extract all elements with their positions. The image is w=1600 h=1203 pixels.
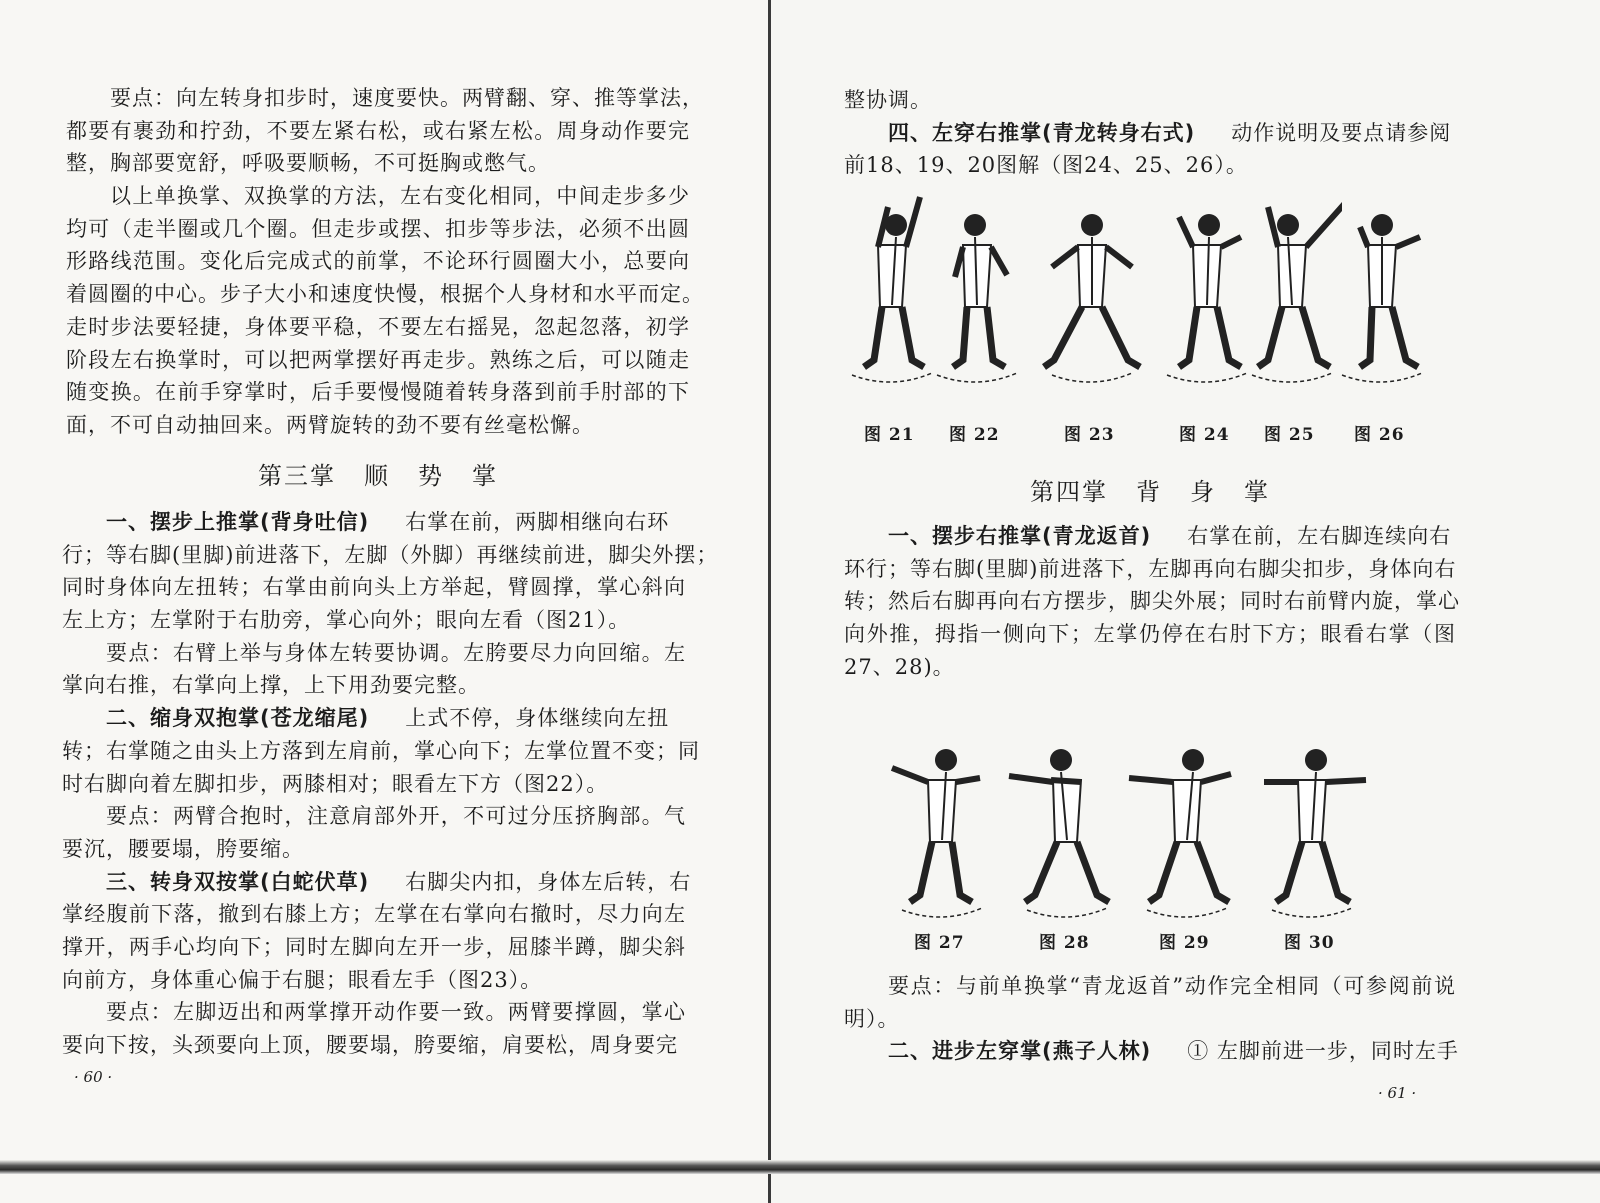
figure-stroke [1149,842,1229,902]
subsection-title: 三、转身双按掌(白蛇伏草) [106,869,370,894]
right-text-middle [844,520,1460,683]
heading-word: 掌 [472,462,498,490]
text-line [62,571,686,604]
paragraph [66,82,704,180]
line-text: 右掌在前，左右脚连续向右 [1187,524,1452,548]
figure-illustration [1252,730,1372,920]
figure-stroke [1277,214,1299,236]
text-line [66,82,704,115]
text-line [62,866,692,899]
heading-word: 身 [1190,478,1216,506]
figures-27-30 [882,730,1442,955]
subsection-paragraph [844,117,1456,182]
figure-caption: 图 21 [864,425,915,445]
line-text: 着圆圈的中心。步子大小和速度快慢，根据个人身材和水平而定。 [66,282,704,307]
text-line [62,604,686,637]
subsection-paragraph [62,506,719,637]
figure-illustration [1127,730,1247,920]
left-text-bottom [62,506,719,1062]
line-text: 时右脚向着左脚扣步，两膝相对；眼看左下方（图22）。 [62,771,609,796]
line-text: 以上单换掌、双换掌的方法，左右变化相同，中间走步多少 [110,184,690,209]
figure-stroke [937,373,1017,382]
figure-stroke [1252,373,1332,382]
figure-stroke [864,307,924,367]
text-line [844,520,1456,553]
figure-stroke [1078,237,1106,307]
line-text: 向前方，身体重心偏于右腿；眼看左手（图23）。 [62,967,543,992]
text-line [844,970,1456,1003]
text-line [844,585,1460,618]
figure-caption: 图 24 [1179,425,1230,445]
text-line [66,344,690,377]
subsection-paragraph [844,520,1460,683]
paragraph [66,180,704,442]
line-text: 上式不停，身体继续向左扭 [405,706,670,731]
text-line [62,539,719,572]
line-text: 左上方；左掌附于右肋旁，掌心向外；眼向左看（图21）。 [62,608,631,633]
text-line [66,115,690,148]
subsection-title: 一、摆步上推掌(背身吐信) [106,510,370,534]
text-line [62,964,686,997]
figure-stroke [953,307,1005,367]
heading-word: 势 [418,462,444,490]
right-page [772,0,1600,1203]
figure-caption: 图 30 [1284,933,1335,953]
figure-stroke [964,214,986,236]
figure-stroke [1052,373,1132,382]
figure-stroke [1368,237,1396,307]
figure-stroke [1258,307,1330,367]
text-line [62,1029,686,1062]
text-line [62,768,686,801]
subsection-title: 二、缩身双抱掌(苍龙缩尾) [106,706,370,731]
line-text: 要点：与前单换掌“青龙返首”动作完全相同（可参阅前说 [888,974,1456,998]
line-text: 均可（走半圈或几个圈。但走步或摆、扣步等步法，必须不出圆 [66,216,690,241]
figure-caption: 图 29 [1159,933,1210,953]
line-text: 转；右掌随之由头上方落到左肩前，掌心向下；左掌位置不变；同 [62,738,700,763]
paragraph [62,800,686,865]
text-line [844,553,1456,586]
text-line [62,931,686,964]
figure-stroke [1342,373,1422,382]
line-text: 要点：左脚迈出和两掌撑开动作要一致。两臂要撑圆，掌心 [106,1000,686,1025]
line-text: 掌经腹前下落，撤到右膝上方；左掌在右掌向右撤时，尽力向左 [62,902,686,927]
text-line [66,376,690,409]
right-text-bottom [844,970,1459,1068]
figure-stroke [1173,772,1201,842]
line-text: 要向下按，头颈要向上顶，腰要塌，胯要缩，肩要松，周身要完 [62,1033,678,1057]
text-line [844,1035,1459,1068]
figure-stroke [1193,237,1221,307]
line-text: ① 左脚前进一步，同时左手 [1187,1039,1459,1064]
line-text: 撑开，两手心均向下；同时左脚向左开一步，屈膝半蹲，脚尖斜 [62,934,686,959]
line-text: 环行；等右脚(里脚)前进落下，左脚再向右脚尖扣步，身体向右 [844,556,1457,581]
text-line [62,833,686,866]
line-text: 要点：向左转身扣步时，速度要快。两臂翻、穿、推等掌法， [110,86,704,110]
text-line [844,1003,1456,1036]
figure-illustration [1332,195,1432,395]
line-text: 要点：两臂合抱时，注意肩部外开，不可过分压挤胸部。气 [106,804,686,829]
line-text: 要沉，腰要塌，胯要缩。 [62,836,304,861]
line-text: 走时步法要轻捷，身体要平稳，不要左右摇晃，忽起忽落，初学 [66,314,690,339]
section-heading-third-palm [66,444,690,508]
figure-stroke [1360,307,1418,367]
figure-stroke [1009,776,1081,782]
line-text: 阶段左右换掌时，可以把两掌摆好再走步。熟练之后，可以随走 [66,347,690,372]
text-line [66,409,690,442]
text-line [66,311,690,344]
heading-word: 背 [1136,478,1162,506]
line-text: 掌向右推，右掌向上撑，上下用劲要完整。 [62,673,480,698]
figure-stroke [902,908,982,917]
line-text: 右掌在前，两脚相继向右环 [405,510,670,534]
subsection-paragraph [62,702,700,800]
line-text: 面，不可自动抽回来。两臂旋转的劲不要有丝毫松懈。 [66,412,594,437]
text-line [66,180,690,213]
text-line [62,702,686,735]
line-text: 形路线范围。变化后完成式的前掌，不论环行圆圈大小，总要向 [66,249,690,274]
figure-stroke [1182,749,1204,771]
line-text: 行；等右脚(里脚)前进落下，左脚（外脚）再继续前进，脚尖外摆； [62,542,719,567]
left-page [0,0,770,1203]
text-line [844,651,1456,684]
figure-caption: 图 22 [949,425,1000,445]
text-line [62,506,686,539]
line-text: 前18、19、20图解（图24、25、26）。 [844,153,1248,178]
line-text: 向外推，拇指一侧向下；左掌仍停在右肘下方；眼看右掌（图 [844,622,1456,647]
figure-stroke [1298,772,1326,842]
text-line [66,213,690,246]
figure-stroke [1272,908,1352,917]
figure-stroke [1276,842,1350,902]
text-line [62,637,686,670]
heading-word: 掌 [1244,478,1270,506]
line-text: 动作说明及要点请参阅 [1231,120,1452,145]
text-line [844,149,1456,182]
line-text: 右脚尖内扣，身体左后转，右 [405,869,692,894]
figure-stroke [1081,214,1103,236]
figure-caption: 图 25 [1264,425,1315,445]
line-text: 转；然后右脚再向右方摆步，脚尖外展；同时右前臂内旋，掌心 [844,589,1460,614]
line-text: 同时身体向左扭转；右掌由前向头上方举起，臂圆撑，掌心斜向 [62,575,686,600]
figure-stroke [1305,749,1327,771]
scan-edge [0,1160,1600,1174]
figures-21-26 [832,195,1472,450]
figure-stroke [963,237,991,307]
figure-stroke [935,749,957,771]
heading-word: 第四掌 [1030,478,1108,506]
page-number: · 61 · [1378,1084,1417,1102]
right-text-top [844,84,1456,182]
figure-stroke [852,373,932,382]
page-number: · 60 · [74,1068,113,1086]
text-line [844,618,1456,651]
figure-stroke [1044,307,1140,367]
text-line [844,84,1456,117]
line-text: 整协调。 [844,88,932,112]
figure-stroke [1179,307,1241,367]
line-text: 要点：右臂上举与身体左转要协调。左胯要尽力向回缩。左 [106,640,686,665]
figure-stroke [1027,908,1107,917]
figure-stroke [1050,749,1072,771]
text-line [62,898,686,931]
figure-caption: 图 28 [1039,933,1090,953]
text-line [66,147,690,180]
figure-caption: 图 26 [1354,425,1405,445]
figure-stroke [910,842,972,902]
subsection-title: 四、左穿右推掌(青龙转身右式) [888,120,1196,145]
subsection-title: 一、摆步右推掌(青龙返首) [888,524,1152,548]
text-line [62,735,700,768]
left-text-top [66,82,704,442]
book-spine [768,0,771,1203]
figure-illustration [1042,195,1142,395]
figure-illustration [1007,730,1127,920]
figure-illustration [927,195,1027,395]
figure-stroke [878,237,906,307]
figure-stroke [1198,214,1220,236]
paragraph [62,637,686,702]
figure-stroke [1147,908,1227,917]
subsection-paragraph [844,1035,1459,1068]
figure-illustration [882,730,1002,920]
text-line [66,245,690,278]
line-text: 27、28)。 [844,654,955,679]
line-text: 随变换。在前手穿掌时，后手要慢慢随着转身落到前手肘部的下 [66,380,690,405]
figure-caption: 图 23 [1064,425,1115,445]
figure-stroke [1278,237,1306,307]
figure-illustration [1242,195,1342,395]
line-text: 明）。 [844,1006,900,1031]
subsection-paragraph [62,866,692,997]
paragraph [62,996,686,1061]
heading-word: 顺 [364,462,390,490]
section-heading-fourth-palm [844,460,1456,524]
figure-stroke [1025,842,1109,902]
line-text: 整，胸部要宽舒，呼吸要顺畅，不可挺胸或憋气。 [66,151,550,176]
figure-stroke [1371,214,1393,236]
text-line [62,669,686,702]
subsection-title: 二、进步左穿掌(燕子人林) [888,1039,1152,1064]
paragraph [844,84,1456,117]
text-line [62,800,686,833]
text-line [62,996,686,1029]
figure-stroke [928,772,956,842]
figure-stroke [1167,373,1247,382]
figure-caption: 图 27 [914,933,965,953]
text-line [844,117,1456,150]
text-line [66,278,704,311]
paragraph [844,970,1456,1035]
heading-word: 第三掌 [258,462,336,490]
line-text: 都要有裹劲和拧劲，不要左紧右松，或右紧左松。周身动作要完 [66,118,690,143]
